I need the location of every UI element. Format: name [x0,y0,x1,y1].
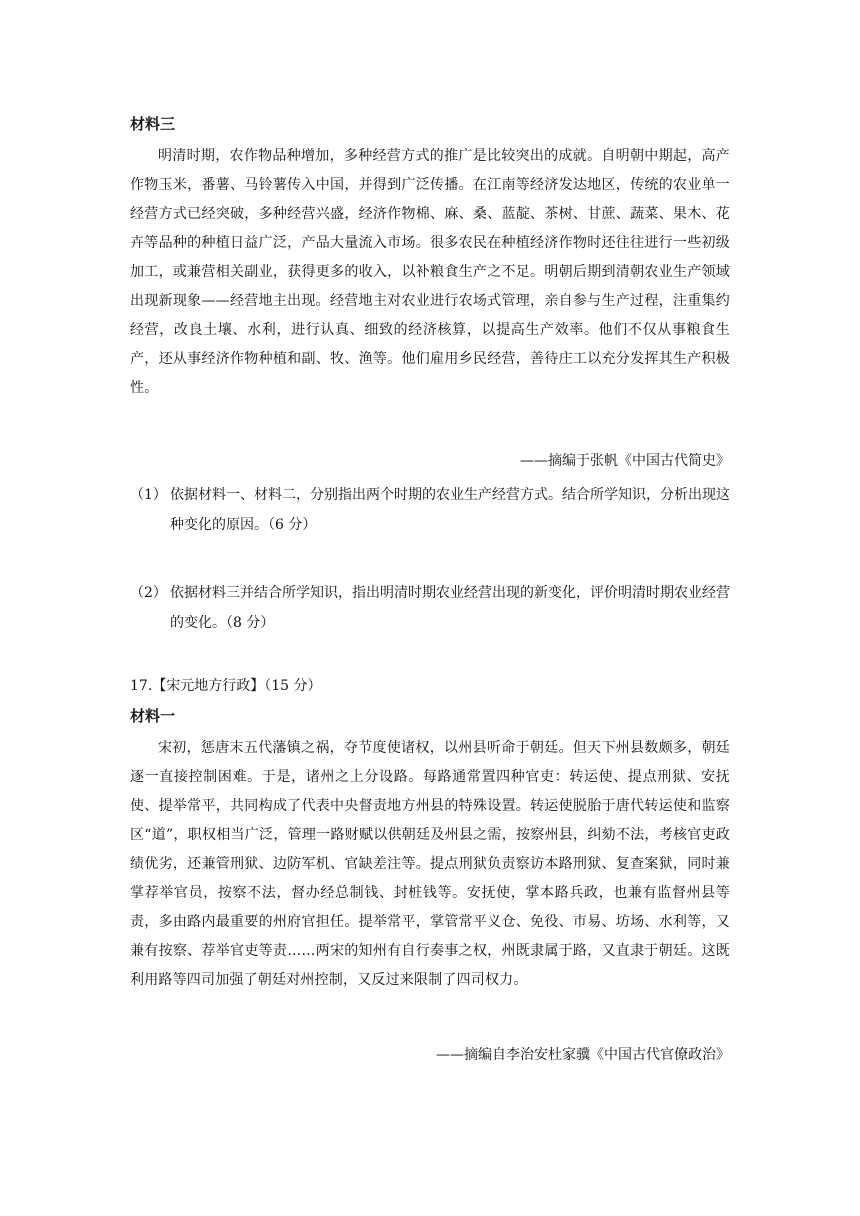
section-17-paragraph: 宋初，惩唐末五代藩镇之祸，夺节度使诸权，以州县听命于朝廷。但天下州县数颇多，朝廷逐一直接控制困难。于是，诸州之上分设路。每路通常置四种官吏：转运使、提点刑狱、安抚使、提举常平，共同构成了代表中央督责地方州县的特殊设置。转运使脱胎于唐代转运使和监察区“道”，职权相当广泛，管理一路财赋以供朝廷及州县之需，按察州县，纠劾不法，考核官吏政绩优劣，还兼管刑狱、边防军机、官缺差注等。提点刑狱负责察访本路刑狱、复查案狱，同时兼掌荐举官员，按察不法，督办经总制钱、封桩钱等。安抚使，掌本路兵政，也兼有监督州县等责，多由路内最重要的州府官担任。提举常平，掌管常平义仓、免役、市易、坊场、水利等，又兼有按察、荐举官吏等责……两宋的知州有自行奏事之权，州既隶属于路，又直隶于朝廷。这既利用路等四司加强了朝廷对州控制，又反过来限制了四司权力。 [130,740,730,988]
material3-source: ——摘编于张帆《中国古代简史》 [520,453,730,469]
material3-heading: 材料三 [130,115,176,133]
question-1 [130,480,730,540]
section-17-source: ——摘编自李治安杜家骥《中国古代官僚政治》 [436,1047,730,1063]
question-1-number: （1） [130,487,167,503]
material3-paragraph: 明清时期，农作物品种增加，多种经营方式的推广是比较突出的成就。自明朝中期起，高产作物玉米，番薯、马铃薯传入中国，并得到广泛传播。在江南等经济发达地区，传统的农业单一经营方式已经突破，多种经营兴盛，经济作物棉、麻、桑、蓝靛、茶树、甘蔗、蔬菜、果木、花卉等品种的种植日益广泛，产品大量流入市场。很多农民在种植经济作物时还往往进行一些初级加工，或兼营相关副业，获得更多的收入，以补粮食生产之不足。明朝后期到清朝农业生产领域出现新现象——经营地主出现。经营地主对农业进行农场式管理，亲自参与生产过程，注重集约经营，改良土壤、水利，进行认真、细致的经济核算，以提高生产效率。他们不仅从事粮食生产，还从事经济作物种植和副、牧、渔等。他们雇用乡民经营，善待庄工以充分发挥其生产积极性。 [130,148,730,396]
question-2-number: （2） [130,585,167,601]
question-1-text: 依据材料一、材料二，分别指出两个时期的农业生产经营方式。结合所学知识，分析出现这种变化的原因。（6 分） [170,487,730,533]
section-17-material1-heading: 材料一 [130,707,176,725]
question-2-text: 依据材料三并结合所学知识，指出明清时期农业经营出现的新变化，评价明清时期农业经营的变化。（8 分） [170,585,730,631]
question-2 [130,578,730,638]
section-17-title: 17.【宋元地方行政】（15 分） [130,678,322,694]
